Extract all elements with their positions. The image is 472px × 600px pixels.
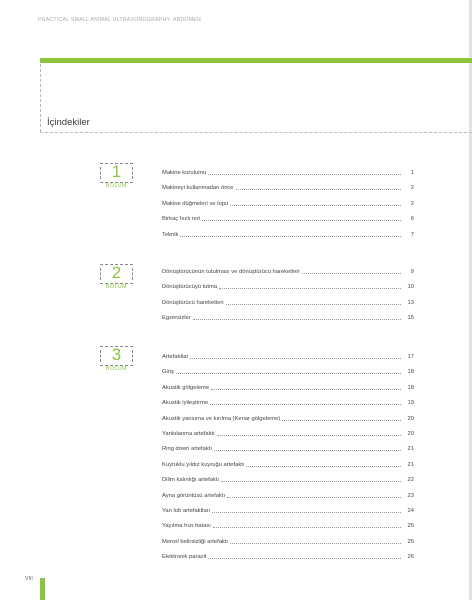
toc-leader-dots (282, 415, 401, 421)
toc-entry[interactable] (162, 353, 414, 368)
toc-entry-page: 6 (410, 216, 414, 223)
toc-leader-dots (227, 492, 401, 498)
toc-entry-page: 25 (407, 538, 414, 545)
toc-entry[interactable] (162, 314, 414, 329)
toc-entry-title: Dönüştürücü hareketleri (162, 299, 224, 306)
toc-leader-dots (212, 507, 401, 513)
chapter-label: BÖLÜM (106, 284, 127, 290)
toc-entry[interactable] (162, 538, 414, 553)
toc-entry-title: Dilim kalınlığı artefaktı (162, 477, 220, 484)
toc-entry-title: Dönüştürücünün tutulması ve dönüştürücü hareketleri (162, 269, 300, 275)
toc-entry-title: Egzersizler (162, 315, 191, 322)
toc-entry[interactable] (162, 200, 414, 215)
chapter-entries (162, 268, 414, 330)
toc-leader-dots (202, 215, 401, 221)
folio: VIII (25, 576, 33, 582)
chapter-label: BÖLÜM (106, 366, 127, 372)
chapter-number-box (100, 346, 133, 366)
toc-entry-page: 2 (410, 185, 414, 192)
toc-entry-title: Giriş (162, 369, 174, 376)
toc-entry-page: 18 (407, 369, 414, 376)
toc-entry[interactable] (162, 522, 414, 537)
toc-entry[interactable] (162, 283, 414, 298)
toc-entry-page: 2 (410, 200, 414, 207)
toc-title: İçindekiler (47, 117, 90, 128)
toc-entry-title: Kuyruklu yıldız kuyruğu artefaktı (162, 461, 245, 468)
toc-leader-dots (217, 430, 401, 436)
toc-entry[interactable] (162, 231, 414, 246)
toc-header-rule-horizontal (40, 132, 472, 133)
toc-leader-dots (219, 283, 401, 289)
toc-entry-page: 19 (407, 400, 414, 407)
toc-leader-dots (208, 169, 401, 175)
toc-entry-page: 7 (410, 231, 414, 238)
chapter-label: BÖLÜM (106, 183, 127, 189)
toc-entry[interactable] (162, 368, 414, 383)
toc-entry[interactable] (162, 184, 414, 199)
toc-leader-dots (246, 461, 401, 467)
toc-entry-title: Akustik gölgeleme (162, 384, 210, 391)
toc-leader-dots (236, 184, 401, 190)
toc-entry-page: 22 (407, 477, 414, 484)
toc-entry-title: Dönüştürücüyü tutma (162, 284, 218, 291)
toc-entry[interactable] (162, 384, 414, 399)
toc-entry-title: Ayna görüntüsü artefaktı (162, 492, 226, 499)
toc-entry-title: Yankılanma artefaktı (162, 430, 215, 437)
chapter-number-box (100, 264, 133, 284)
toc-entry-page: 13 (407, 299, 414, 306)
toc-leader-dots (230, 200, 401, 206)
toc-entry-title: Elektronik parazit (162, 554, 207, 561)
toc-entry-page: 9 (410, 269, 414, 275)
toc-leader-dots (302, 268, 401, 274)
toc-header-rule-vertical (40, 64, 41, 132)
toc-entry[interactable] (162, 430, 414, 445)
toc-entry-page: 10 (407, 284, 414, 291)
toc-entry-title: Artefaktlar (162, 354, 189, 360)
toc-entry[interactable] (162, 169, 414, 184)
toc-leader-dots (211, 384, 401, 390)
toc-entry-title: Teknik (162, 231, 179, 238)
toc-entry[interactable] (162, 415, 414, 430)
chapter-number: 1 (111, 162, 122, 181)
toc-entry[interactable] (162, 461, 414, 476)
toc-entry-title: Birkaç hızlı not (162, 216, 201, 223)
toc-leader-dots (230, 538, 401, 544)
toc-leader-dots (210, 399, 401, 405)
toc-entry-title: Makineyi kullanmadan önce (162, 185, 234, 192)
toc-entry-page: 21 (407, 446, 414, 453)
toc-entry[interactable] (162, 399, 414, 414)
chapter-entries (162, 169, 414, 246)
toc-entry-page: 23 (407, 492, 414, 499)
toc-entry-title: Makine kurulumu (162, 170, 207, 176)
chapter-entries (162, 353, 414, 568)
toc-entry[interactable] (162, 492, 414, 507)
toc-entry[interactable] (162, 215, 414, 230)
toc-entry-page: 20 (407, 415, 414, 422)
toc-entry[interactable] (162, 445, 414, 460)
toc-entry-title: Akustik iyileştirme (162, 400, 209, 407)
toc-entry[interactable] (162, 553, 414, 568)
toc-entry[interactable] (162, 507, 414, 522)
chapter-number: 2 (111, 263, 122, 282)
toc-entry[interactable] (162, 299, 414, 314)
toc-entry-title: Yan lob artefaktları (162, 507, 211, 514)
toc-leader-dots (208, 553, 401, 559)
toc-entry-page: 15 (407, 315, 414, 322)
toc-entry-page: 18 (407, 384, 414, 391)
toc-entry-page: 1 (410, 170, 414, 176)
toc-entry[interactable] (162, 476, 414, 491)
toc-entry-title: Ring down artefaktı (162, 446, 212, 453)
toc-leader-dots (214, 445, 401, 451)
chapter-number-box (100, 163, 133, 183)
toc-leader-dots (190, 353, 401, 359)
toc-entry-page: 17 (407, 354, 414, 360)
toc-entry-page: 25 (407, 523, 414, 530)
toc-leader-dots (213, 522, 401, 528)
chapter-number: 3 (111, 345, 122, 364)
toc-entry-title: Makine düğmeleri ve topu (162, 200, 229, 207)
header-accent-bar (40, 58, 472, 63)
toc-leader-dots (180, 231, 401, 237)
running-head: PRACTICAL SMALL ANIMAL ULTRASONOGRAPHY: ABDOMEN (38, 17, 201, 23)
toc-entry-title: Yayılma hızı hatası (162, 523, 211, 530)
toc-entry-title: Menzil belirsizliği artefaktı (162, 538, 229, 545)
toc-entry-page: 26 (407, 554, 414, 561)
footer-accent-bar (40, 578, 45, 600)
toc-entry[interactable] (162, 268, 414, 283)
toc-leader-dots (176, 368, 401, 374)
toc-leader-dots (226, 299, 401, 305)
toc-entry-title: Akustik yansıma ve kırılma (Kenar gölgeleme) (162, 415, 281, 422)
toc-entry-page: 24 (407, 507, 414, 514)
toc-entry-page: 20 (407, 430, 414, 437)
toc-leader-dots (193, 314, 401, 320)
toc-entry-page: 21 (407, 461, 414, 468)
toc-leader-dots (221, 476, 401, 482)
